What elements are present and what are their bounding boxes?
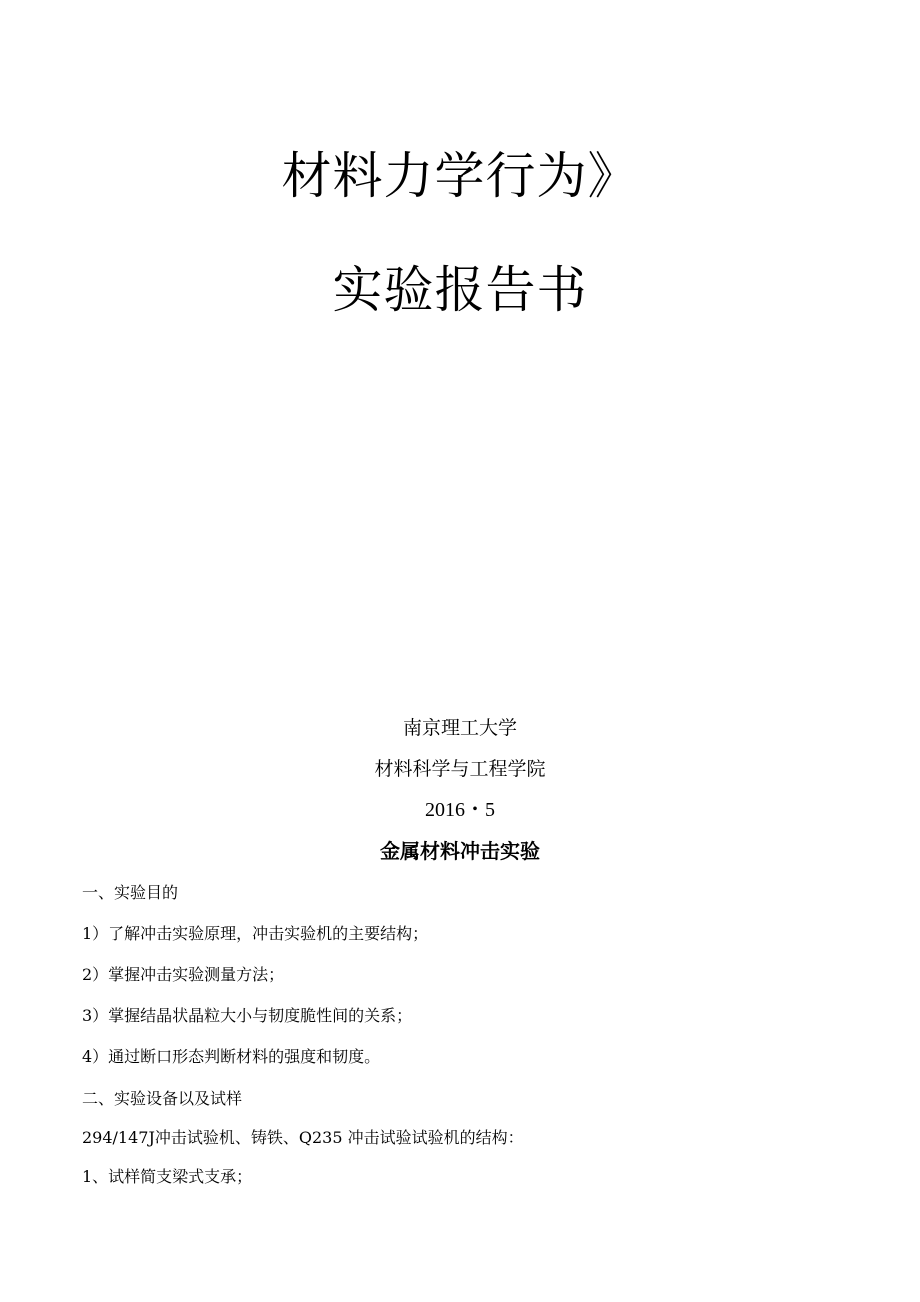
list-item: 1）了解冲击实验原理，冲击实验机的主要结构； [82,924,429,943]
heading-purpose: 一、实验目的 [82,883,179,902]
section-title: 金属材料冲击实验 [380,839,540,863]
list-item: 2）掌握冲击实验测量方法； [82,965,285,984]
heading-equipment: 二、实验设备以及试样 [82,1089,243,1108]
school-name: 材料科学与工程学院 [374,758,546,780]
cover-title-line1: 材料力学行为》 [281,147,639,205]
cover-title-line2: 实验报告书 [332,261,588,319]
paragraph-line: 294/147J冲击试验机、铸铁、Q235 冲击试验试验机的结构： [82,1128,524,1147]
list-item: 1、试样简支梁式支承； [82,1167,253,1186]
list-item: 4）通过断口形态判断材料的强度和韧度。 [82,1047,381,1066]
list-item: 3）掌握结晶状晶粒大小与韧度脆性间的关系； [82,1006,413,1025]
report-date: 2016・5 [425,799,495,821]
university-name: 南京理工大学 [402,717,517,739]
